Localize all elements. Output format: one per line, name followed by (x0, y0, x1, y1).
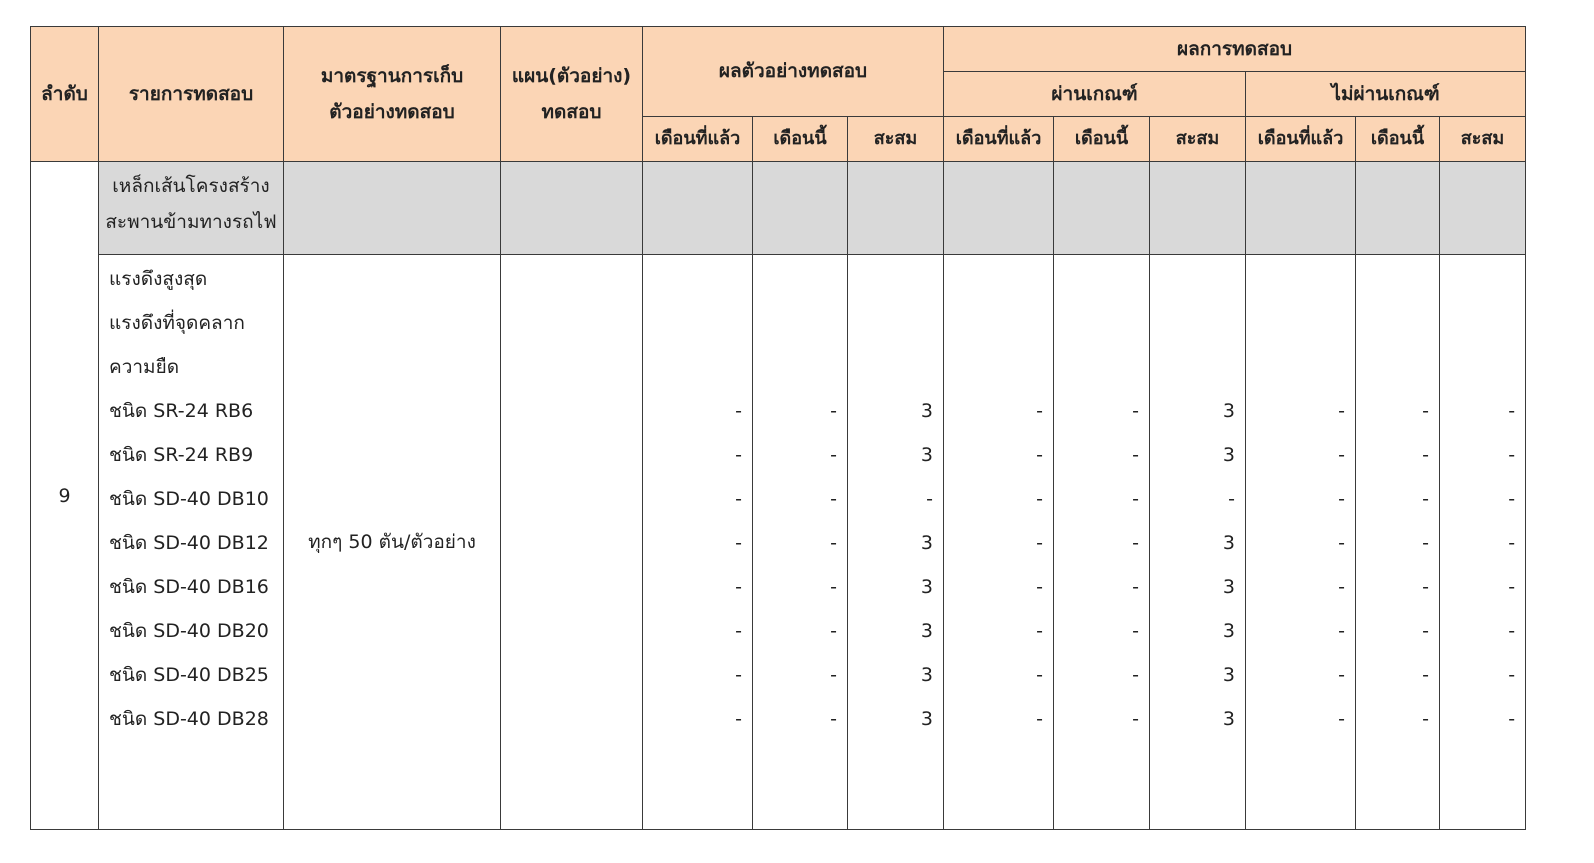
value-cell: - (1036, 488, 1044, 510)
sample-prev-cell (643, 255, 753, 830)
value-cell: - (1338, 400, 1346, 422)
test-item-line: ชนิด SD-40 DB28 (109, 708, 269, 730)
value-cell: - (1422, 488, 1430, 510)
value-cell (1054, 301, 1149, 345)
header-fail-prev: เดือนที่แล้ว (1246, 117, 1356, 162)
item-list (99, 257, 283, 741)
sample-prev-values (643, 257, 752, 741)
value-cell (643, 301, 752, 345)
header-pass-prev: เดือนที่แล้ว (944, 117, 1054, 162)
header-plan: แผน(ตัวอย่าง) ทดสอบ (501, 27, 643, 162)
test-item-line: ชนิด SR-24 RB9 (109, 444, 254, 466)
value-cell: - (1036, 444, 1044, 466)
value-cell (1054, 257, 1149, 301)
fail-this-cell (1356, 255, 1440, 830)
value-cell (944, 345, 1053, 389)
value-cell (753, 301, 847, 345)
value-cell: - (830, 532, 837, 554)
value-cell: - (1338, 444, 1346, 466)
group-cell (1054, 162, 1150, 255)
value-cell: - (1422, 400, 1430, 422)
value-cell (1440, 345, 1525, 389)
pass-prev-cell (944, 255, 1054, 830)
group-cell (284, 162, 501, 255)
value-cell: - (1036, 620, 1044, 642)
value-cell: 3 (920, 400, 934, 422)
value-cell: - (1422, 576, 1430, 598)
value-cell (1246, 345, 1355, 389)
value-cell: 3 (920, 620, 934, 642)
value-cell: - (1422, 532, 1430, 554)
value-cell: - (1036, 708, 1044, 730)
test-item-line: แรงดึงสูงสุด (109, 268, 208, 290)
value-cell: - (1508, 576, 1516, 598)
test-item-line: ชนิด SR-24 RB6 (109, 400, 254, 422)
group-cell (848, 162, 944, 255)
group-cell (643, 162, 753, 255)
value-cell: - (1508, 532, 1516, 554)
value-cell: 3 (1222, 400, 1236, 422)
value-cell: - (830, 620, 837, 642)
value-cell: - (1422, 620, 1430, 642)
value-cell (1356, 301, 1439, 345)
test-item-line: แรงดึงที่จุดคลาก (109, 312, 245, 334)
value-cell: 3 (920, 576, 934, 598)
value-cell: 3 (1222, 620, 1236, 642)
value-cell: - (735, 708, 742, 730)
group-cell (1150, 162, 1246, 255)
sample-this-values (753, 257, 847, 741)
value-cell: - (735, 444, 742, 466)
value-cell: - (1132, 532, 1140, 554)
group-title-line1: เหล็กเส้นโครงสร้าง (112, 175, 270, 197)
value-cell: - (1508, 444, 1516, 466)
value-cell: - (1508, 708, 1516, 730)
value-cell: - (1338, 708, 1346, 730)
header-sample-cum: สะสม (848, 117, 944, 162)
value-cell: - (1508, 400, 1516, 422)
group-cell (1440, 162, 1526, 255)
test-item-line: ชนิด SD-40 DB20 (109, 620, 269, 642)
value-cell: - (830, 708, 837, 730)
test-item-line: ชนิด SD-40 DB16 (109, 576, 269, 598)
value-cell: - (1132, 576, 1140, 598)
plan-cell (501, 255, 643, 830)
value-cell: - (735, 620, 742, 642)
pass-this-cell (1054, 255, 1150, 830)
value-cell: - (1132, 708, 1140, 730)
fail-prev-cell (1246, 255, 1356, 830)
value-cell: 3 (920, 444, 934, 466)
pass-this-values (1054, 257, 1149, 741)
value-cell: - (1508, 488, 1516, 510)
test-item-line: ชนิด SD-40 DB12 (109, 532, 269, 554)
value-cell: - (1508, 664, 1516, 686)
value-cell (1150, 257, 1245, 301)
fail-this-values (1356, 257, 1439, 741)
value-cell: - (830, 444, 837, 466)
value-cell: - (1132, 664, 1140, 686)
value-cell (643, 257, 752, 301)
header-pass: ผ่านเกณฑ์ (944, 72, 1246, 117)
results-sheet (30, 26, 1525, 823)
value-cell: 3 (1222, 532, 1236, 554)
value-cell: - (830, 488, 837, 510)
pass-prev-values (944, 257, 1053, 741)
value-cell: - (1036, 400, 1044, 422)
header-pass-cum: สะสม (1150, 117, 1246, 162)
value-cell: - (1338, 664, 1346, 686)
header-fail-this: เดือนนี้ (1356, 117, 1440, 162)
group-title-line2: สะพานข้ามทางรถไฟ (105, 211, 277, 233)
fail-cum-values (1440, 257, 1525, 741)
value-cell (1150, 301, 1245, 345)
test-item-line: ชนิด SD-40 DB25 (109, 664, 269, 686)
value-cell: - (735, 400, 742, 422)
header-seq: ลำดับ (31, 27, 99, 162)
value-cell: - (1132, 400, 1140, 422)
value-cell: - (1508, 620, 1516, 642)
value-cell: - (830, 576, 837, 598)
header-sample-results: ผลตัวอย่างทดสอบ (643, 27, 944, 117)
header-fail-cum: สะสม (1440, 117, 1526, 162)
value-cell: - (1228, 488, 1236, 510)
value-cell: - (1338, 488, 1346, 510)
value-cell: - (1338, 532, 1346, 554)
value-cell (1246, 301, 1355, 345)
value-cell: 3 (1222, 444, 1236, 466)
test-item-line: ความยืด (109, 356, 180, 378)
header-sample-prev: เดือนที่แล้ว (643, 117, 753, 162)
pass-cum-cell (1150, 255, 1246, 830)
group-cell (753, 162, 848, 255)
value-cell: - (830, 400, 837, 422)
value-cell (643, 345, 752, 389)
header-test-item: รายการทดสอบ (99, 27, 284, 162)
value-cell (848, 301, 943, 345)
value-cell: - (1132, 488, 1140, 510)
value-cell: - (830, 664, 837, 686)
header-standard: มาตรฐานการเก็บ ตัวอย่างทดสอบ (284, 27, 501, 162)
value-cell: 3 (1222, 576, 1236, 598)
test-results-table (30, 26, 1526, 830)
items-cell (99, 255, 284, 830)
value-cell (753, 257, 847, 301)
value-cell (1440, 301, 1525, 345)
pass-cum-values (1150, 257, 1245, 741)
value-cell: 3 (920, 532, 934, 554)
value-cell: - (1338, 576, 1346, 598)
fail-cum-cell (1440, 255, 1526, 830)
value-cell: - (1036, 664, 1044, 686)
value-cell: - (1132, 620, 1140, 642)
group-cell (501, 162, 643, 255)
fail-prev-values (1246, 257, 1355, 741)
value-cell: - (735, 488, 742, 510)
value-cell (848, 345, 943, 389)
sample-cum-values (848, 257, 943, 741)
value-cell (753, 345, 847, 389)
value-cell: - (1422, 664, 1430, 686)
value-cell: 3 (920, 664, 934, 686)
row-seq: 9 (31, 162, 99, 830)
group-cell (1246, 162, 1356, 255)
value-cell: 3 (920, 708, 934, 730)
header-sample-this: เดือนนี้ (753, 117, 848, 162)
header-fail: ไม่ผ่านเกณฑ์ (1246, 72, 1526, 117)
value-cell: - (735, 664, 742, 686)
value-cell (1150, 345, 1245, 389)
value-cell: - (1036, 532, 1044, 554)
value-cell: - (735, 532, 742, 554)
sample-this-cell (753, 255, 848, 830)
header-pass-this: เดือนนี้ (1054, 117, 1150, 162)
value-cell: 3 (1222, 664, 1236, 686)
test-item-line: ชนิด SD-40 DB10 (109, 488, 269, 510)
value-cell: - (1422, 708, 1430, 730)
group-cell (1356, 162, 1440, 255)
standard-cell: ทุกๆ 50 ตัน/ตัวอย่าง (284, 255, 501, 830)
value-cell: 3 (1222, 708, 1236, 730)
header-test-results: ผลการทดสอบ (944, 27, 1526, 72)
value-cell (1356, 257, 1439, 301)
value-cell (1440, 257, 1525, 301)
value-cell (1054, 345, 1149, 389)
group-title (99, 162, 284, 255)
group-cell (944, 162, 1054, 255)
value-cell: - (1338, 620, 1346, 642)
value-cell (944, 257, 1053, 301)
value-cell (848, 257, 943, 301)
value-cell: - (1036, 576, 1044, 598)
value-cell (1246, 257, 1355, 301)
value-cell (944, 301, 1053, 345)
value-cell (1356, 345, 1439, 389)
value-cell: - (1422, 444, 1430, 466)
value-cell: - (1132, 444, 1140, 466)
value-cell: - (735, 576, 742, 598)
value-cell: - (926, 488, 934, 510)
sample-cum-cell (848, 255, 944, 830)
